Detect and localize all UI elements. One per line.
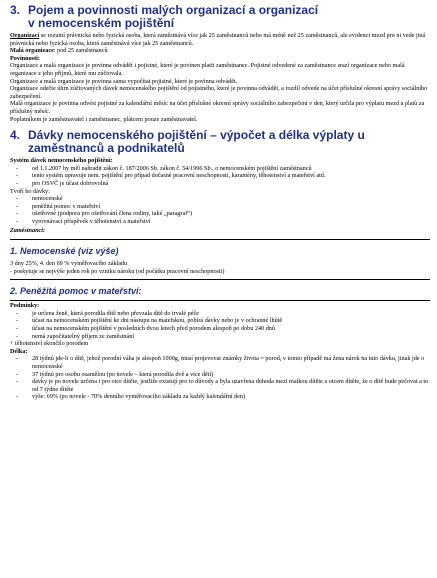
podminky-label: Podmínky: bbox=[10, 302, 40, 310]
delka-label: Délka: bbox=[10, 347, 28, 355]
list-item: - peněžitá pomoc v mateřství bbox=[10, 203, 430, 211]
list-item: - 37 týdnů pro osobu osamělou (po novele – která porodila dvě a více dětí) bbox=[10, 371, 430, 379]
divider bbox=[10, 279, 430, 280]
section-title-line1: Pojem a povinnosti malých organizací a organizací bbox=[28, 3, 319, 17]
povinnosti-line: Organizace a malá organizace je povinna odvádět i pojistné, které je povinen platit zaměstnanec. Pojistné odvedené za zaměstnance srazí organizace nebo malá organizace z jeho příjmů, které mu zúčtovala. bbox=[10, 62, 405, 77]
list-item: - nemocenské bbox=[10, 195, 430, 203]
system-label: Systém dávek nemocenského pojištění: bbox=[10, 157, 113, 165]
list-item: - vyrovnávací příspěvek v těhotenství a mateřství bbox=[10, 218, 430, 226]
tvori-list bbox=[10, 195, 430, 225]
section-number: 4. bbox=[10, 128, 21, 143]
list-item: - účast na nemocenském pojištění v posledních dvou letech před porodem alespoň po dobu 240 dnů bbox=[10, 325, 430, 333]
section-number: 3. bbox=[10, 3, 21, 17]
section-title-line2: zaměstnanců a podnikatelů bbox=[28, 141, 185, 156]
tvori-label: Tvoří ho dávky: bbox=[10, 187, 50, 195]
zamestnanci-label: Zaměstnanci: bbox=[10, 227, 46, 235]
term-label: Malá organizace bbox=[10, 47, 54, 55]
system-list bbox=[10, 165, 430, 188]
povinnosti-line: Malá organizace je povinna odvést pojistné za kalendářní měsíc na účet příslušné okresní správy sociálního zabezpečení v den, který určila pro výplatu mezd a platů za příslušný měsíc. bbox=[10, 100, 425, 115]
document-page bbox=[10, 4, 430, 401]
section-4-heading bbox=[10, 129, 430, 155]
divider bbox=[10, 239, 430, 240]
section-title-line2: v nemocenském pojištění bbox=[28, 16, 175, 30]
list-item: - dávky je po novele určena i pro otce dítěte, jestliže existují pro to důvody a byla uzavřena dohoda mezi matkou dítěte a otcem dítěte, že o dítě bude pečovat a to od 7 týdne dítěte bbox=[10, 378, 430, 393]
list-item: - tento systém upravuje nem. pojištění pro případ dočasné pracovní neschopnosti, karantény, těhotenství a mateřství atd. bbox=[10, 172, 430, 180]
section-3-heading bbox=[10, 4, 430, 30]
list-item: - 28 týdnů jde-li o dítě, jehož porodní váha je alespoň 1000g, musí projevovat známky života = porod, v tomto případě má žena nárok na tuto dávku, jinak jde o nemocenské bbox=[10, 355, 430, 370]
list-item: - nemá započitatelný příjem ze zaměstnání bbox=[10, 333, 430, 341]
list-item: - ošetřovné (podpora pro ošetřování člena rodiny, také „paragraf“) bbox=[10, 210, 430, 218]
nemocenske-line: - poskytuje se nejvýše jeden rok po vzniku nároku (od počátku pracovní neschopnosti) bbox=[10, 267, 225, 275]
list-item: - pro OSVČ je účast dobrovolná bbox=[10, 180, 430, 188]
term-text: : pod 25 zaměstnanců bbox=[53, 47, 108, 55]
delka-list bbox=[10, 355, 430, 401]
definition-organizace bbox=[10, 32, 430, 47]
list-item: - výše: 69% (po novele - 70% denního vyměřovacího základu za každý kalendářní den) bbox=[10, 393, 430, 401]
subsection-materstvi-title: 2. Peněžitá pomoc v mateřství: bbox=[10, 286, 142, 297]
povinnosti-line: Organizace odečte úhrn zúčtovaných dávek nemocenského pojištění od pojistného, které je povinna odvádět, a rozdíl odvede na účet příslušné okresní správy sociálního zabezpečení. bbox=[10, 85, 428, 100]
definition-mala-organizace bbox=[10, 47, 430, 55]
term-label: Organizací bbox=[10, 32, 40, 39]
podminky-list bbox=[10, 310, 430, 340]
divider bbox=[10, 300, 430, 301]
term-text: se rozumí právnická nebo fyzická osoba, která zaměstnává více jak 25 zaměstnanců nebo má méně než 25 zaměstnanců, ale evidenci mezd pro ni vede jiná právnická nebo fyzická osoba, která zaměstnává více jak 25 zaměstnanců. bbox=[10, 32, 426, 47]
povinnosti-label: Povinnosti: bbox=[10, 54, 40, 62]
povinnosti-line: Poplatníkem je zaměstnavatel i zaměstnanec, plátcem pouze zaměstnavatel. bbox=[10, 115, 198, 123]
povinnosti-line: Organizace a malá organizace je povinna sama vypočítat pojistné, které je povinna odvádět. bbox=[10, 77, 238, 85]
podminky-tail: + těhotenství skončilo porodem bbox=[10, 340, 89, 348]
list-item: - od 1.1.2007 by měl nahradit zákon č. 187/2006 Sb. zákon č. 54/1996 Sb., o nemocenském pojištění zaměstnanců bbox=[10, 165, 430, 173]
subsection-nemocenske-title: 1. Nemocenské (viz výše) bbox=[10, 246, 119, 257]
section-title-line1: Dávky nemocenského pojištění – výpočet a délka výplaty u bbox=[28, 128, 365, 143]
nemocenske-line: 3 dny 25%, 4. den 69 % vyměřovacího základu bbox=[10, 260, 128, 268]
list-item: - je určena ženě, která porodila dítě nebo převzala dítě do trvalé péče bbox=[10, 310, 430, 318]
list-item: - účast na nemocenském pojištění ke dni nástupu na mateřskou, pobírá dávky nebo je v ochranné lhůtě bbox=[10, 317, 430, 325]
